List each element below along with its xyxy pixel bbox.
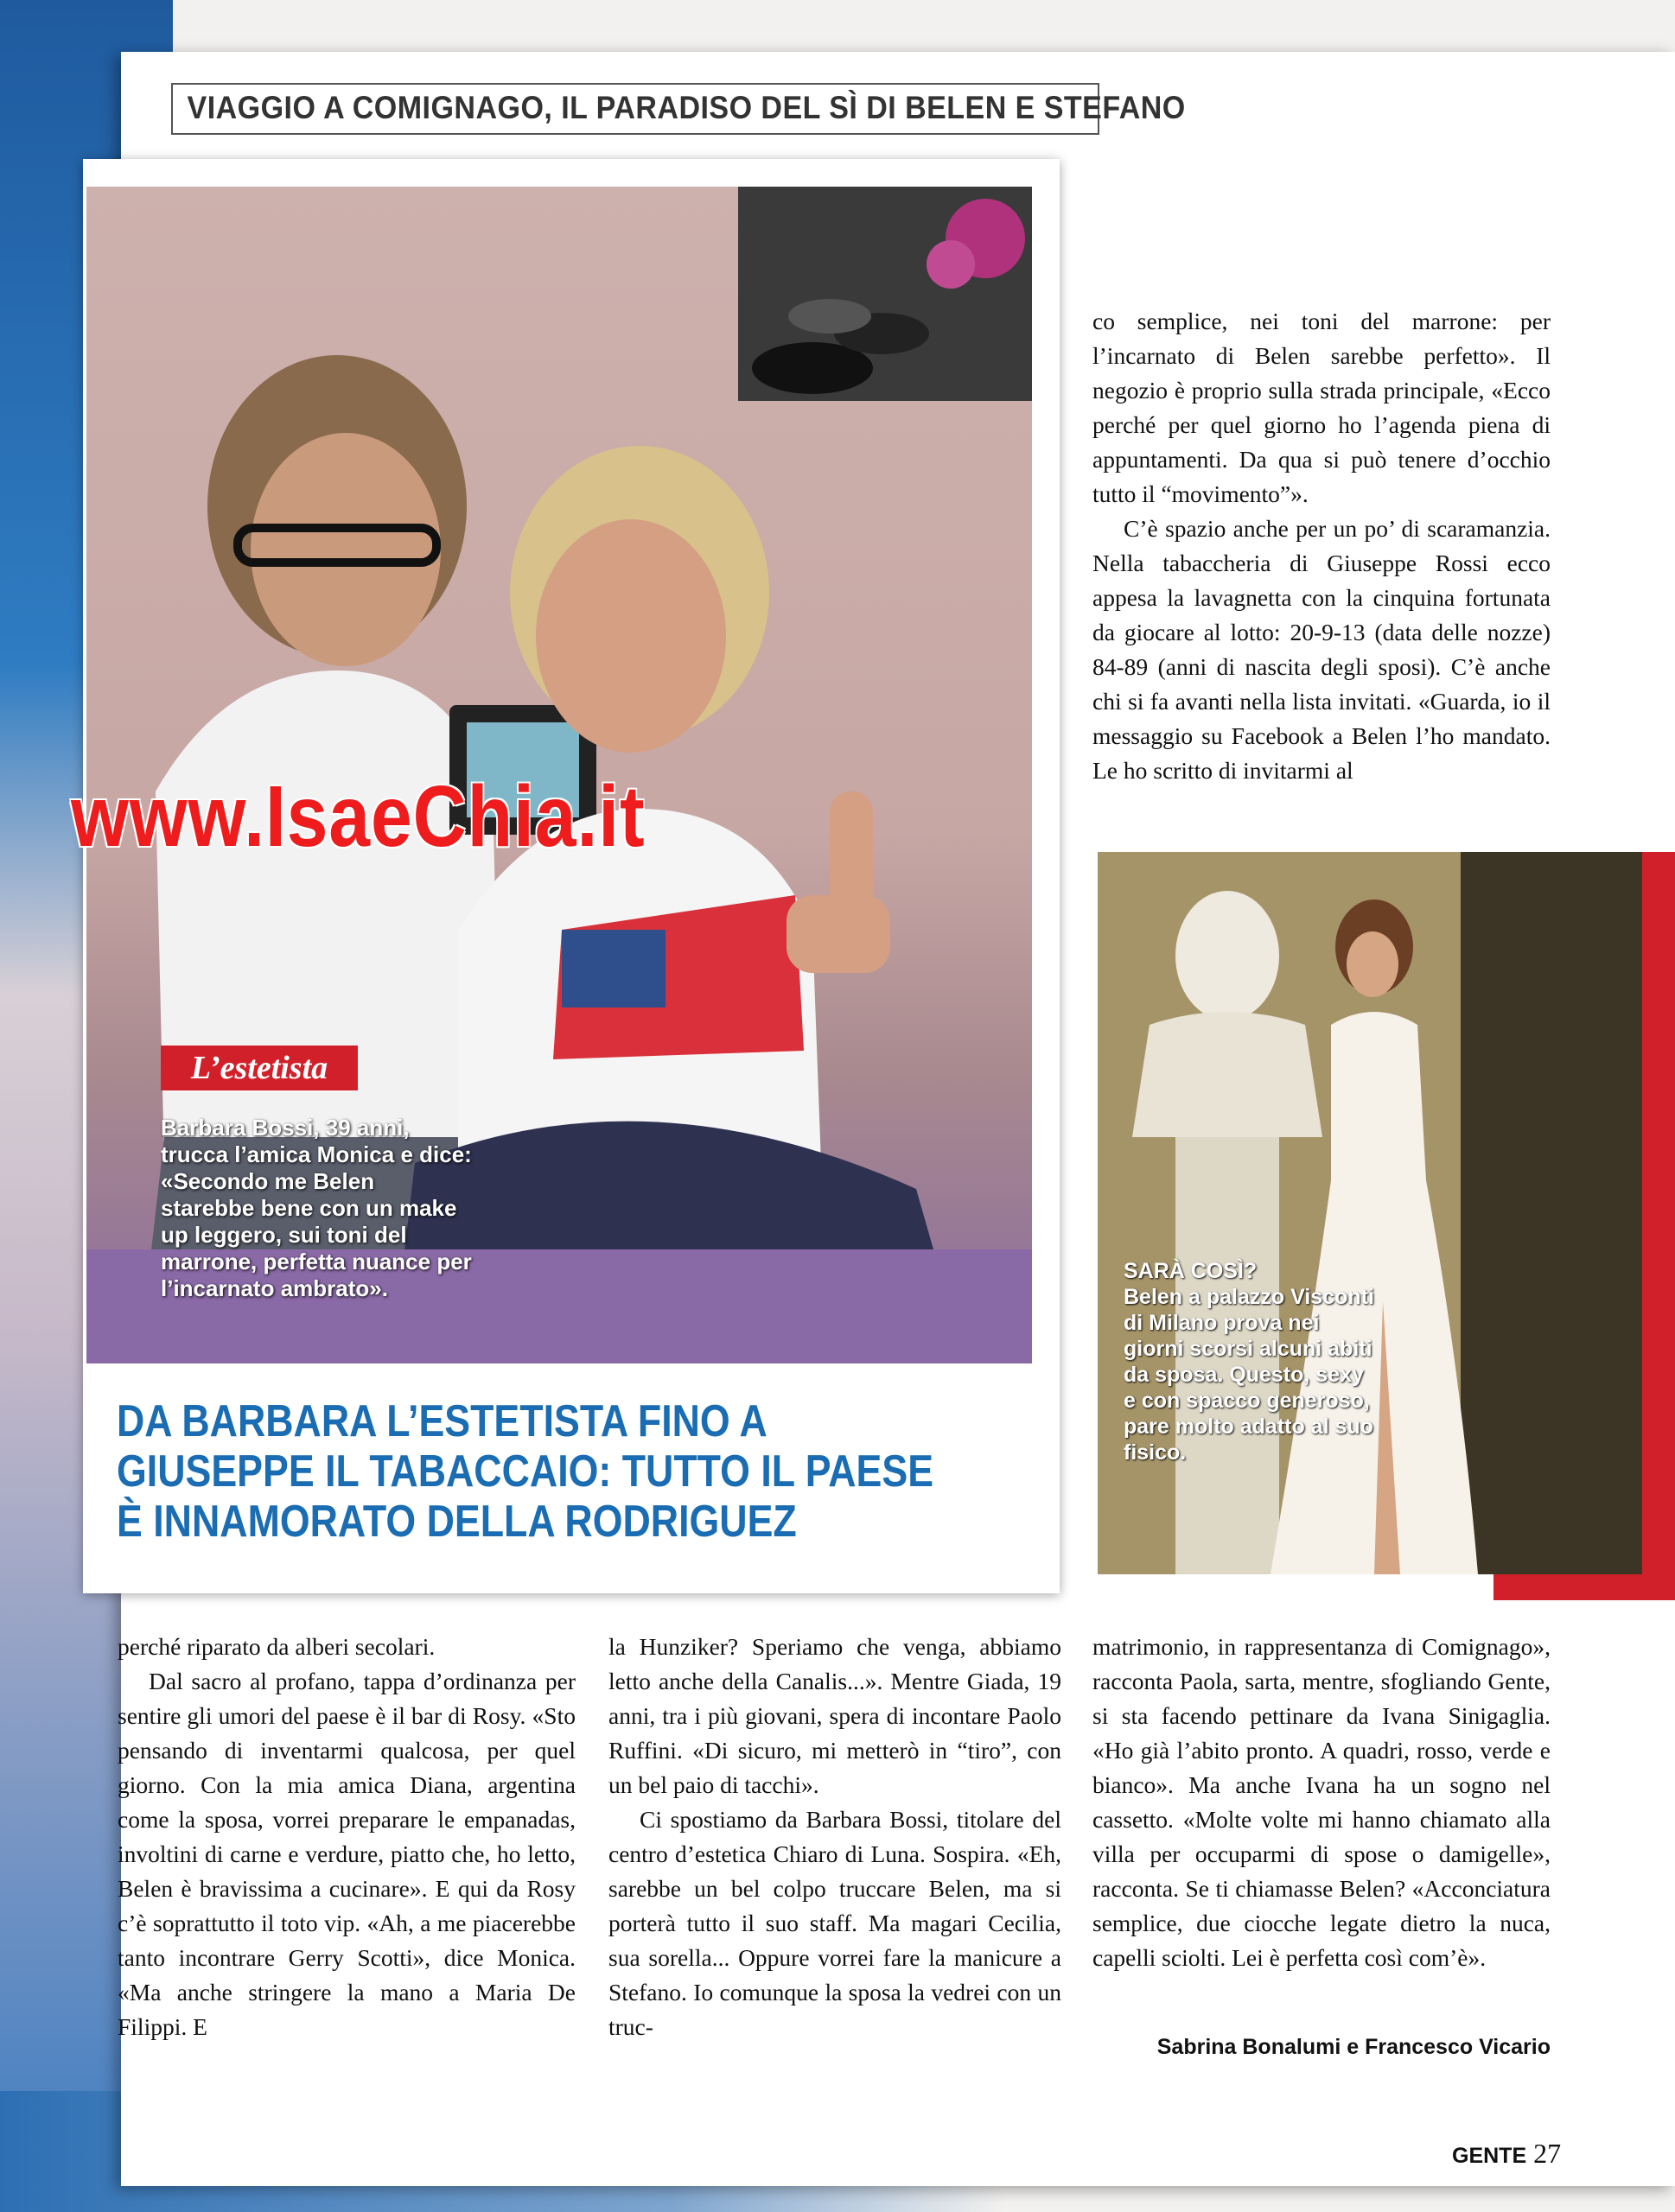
page-folio: [1452, 2138, 1562, 2170]
col2-paragraph-1: la Hunziker? Speriamo che venga, abbiamo letto anche della Canalis...». Mentre Giada, 19 anni, tra i più giovani, spera di incontare Paolo Ruffini. «Di sicuro, mi metterò in “tiro”, con un bel paio di tacchi».: [608, 1633, 1061, 1798]
right-paragraph-1: co semplice, nei toni del marrone: per l’incarnato di Belen sarebbe perfetto». Il negozio è proprio sulla strada principale, «Ecco perché per quel giorno ho l’agenda piena di appuntamenti. Da qua si può tenere d’occhio tutto il “movimento”».: [1092, 308, 1551, 507]
kicker-text: VIAGGIO A COMIGNAGO, IL PARADISO DEL SÌ DI BELEN E STEFANO: [187, 90, 1186, 125]
bride-photo-illustration: [1098, 852, 1642, 1574]
col1-paragraph-1: perché riparato da alberi secolari.: [118, 1633, 436, 1660]
headline-line-2: GIUSEPPE IL TABACCAIO: TUTTO IL PAESE: [117, 1446, 934, 1497]
kicker-box: [171, 83, 1186, 135]
estetista-label: L’estetista: [161, 1046, 358, 1090]
headline: [117, 1396, 1033, 1547]
right-column-text: [1092, 304, 1551, 788]
headline-line-3: È INNAMORATO DELLA RODRIGUEZ: [117, 1497, 797, 1547]
col3-paragraph-1: matrimonio, in rappresentanza di Comignago», racconta Paola, sarta, mentre, sfogliando Gente, si sta facendo pettinare da Ivana Sinigaglia. «Ho già l’abito pronto. A quadri, rosso, verde e bianco». Ma anche Ivana ha un sogno nel cassetto. «Molte volte mi hanno chiamato alla villa per occuparmi di spose o damigelle», racconta. Se ti chiamasse Belen? «Acconciatura semplice, due ciocche legate dietro la nuca, capelli sciolti. Lei è perfetta così com’è».: [1092, 1633, 1551, 1971]
bride-caption: [1124, 1258, 1374, 1465]
page-number: 27: [1533, 2138, 1562, 2169]
col2-paragraph-2: Ci spostiamo da Barbara Bossi, titolare del centro d’estetica Chiaro di Luna. Sospira. «Eh, sarebbe un bel colpo truccare Belen, ma si porterà tutto il suo staff. Ma magari Cecilia, sua sorella... Oppure vorrei fare la manicure a Stefano. Io comunque la sposa la vedrei con un truc-: [608, 1806, 1061, 2040]
headline-line-1: DA BARBARA L’ESTETISTA FINO A: [117, 1396, 767, 1446]
estetista-caption: Barbara Bossi, 39 anni, trucca l’amica Monica e dice: «Secondo me Belen starebbe bene con un make up leggero, sui toni del marrone, perfetta nuance per l’incarnato ambrato».: [161, 1115, 472, 1301]
col1-paragraph-2: Dal sacro al profano, tappa d’ordinanza per sentire gli umori del paese è il bar di Rosy. «Sto pensando di inventarmi qualcosa, per quel giorno. Con la mia amica Diana, argentina come la sposa, vorrei preparare le empanadas, involtini di carne e verdure, piatto che, ho letto, Belen è bravissima a cucinare». E qui da Rosy c’è soprattutto il toto vip. «Ah, a me piacerebbe tanto incontrare Gerry Scotti», dice Monica. «Ma anche stringere la mano a Maria De Filippi. E: [118, 1668, 576, 2040]
byline: Sabrina Bonalumi e Francesco Vicario: [1156, 2035, 1551, 2059]
bride-caption-title: SARÀ COSÌ?: [1124, 1259, 1258, 1283]
watermark: www.IsaeChia.it: [71, 768, 646, 865]
right-paragraph-2: C’è spazio anche per un po’ di scaramanzia. Nella tabaccheria di Giuseppe Rossi ecco appesa la lavagnetta con la cinquina fortunata da giocare al lotto: 20-9-13 (data delle nozze) 84-89 (anni di nascita degli sposi). C’è anche chi si fa avanti nella lista invitati. «Guarda, io il messaggio su Facebook a Belen l’ho mandato. Le ho scritto di invitarmi al: [1092, 515, 1551, 784]
bottom-column-3: [1092, 1630, 1551, 1975]
bride-photo: [1098, 852, 1642, 1574]
magazine-name: GENTE: [1452, 2144, 1527, 2168]
bottom-column-1: [118, 1630, 576, 2044]
bride-caption-body: Belen a palazzo Visconti di Milano prova nei giorni scorsi alcuni abiti da sposa. Questo, sexy e con spacco generoso, pare molto adatto al suo fisico.: [1124, 1285, 1374, 1465]
bottom-column-2: [608, 1630, 1061, 2044]
